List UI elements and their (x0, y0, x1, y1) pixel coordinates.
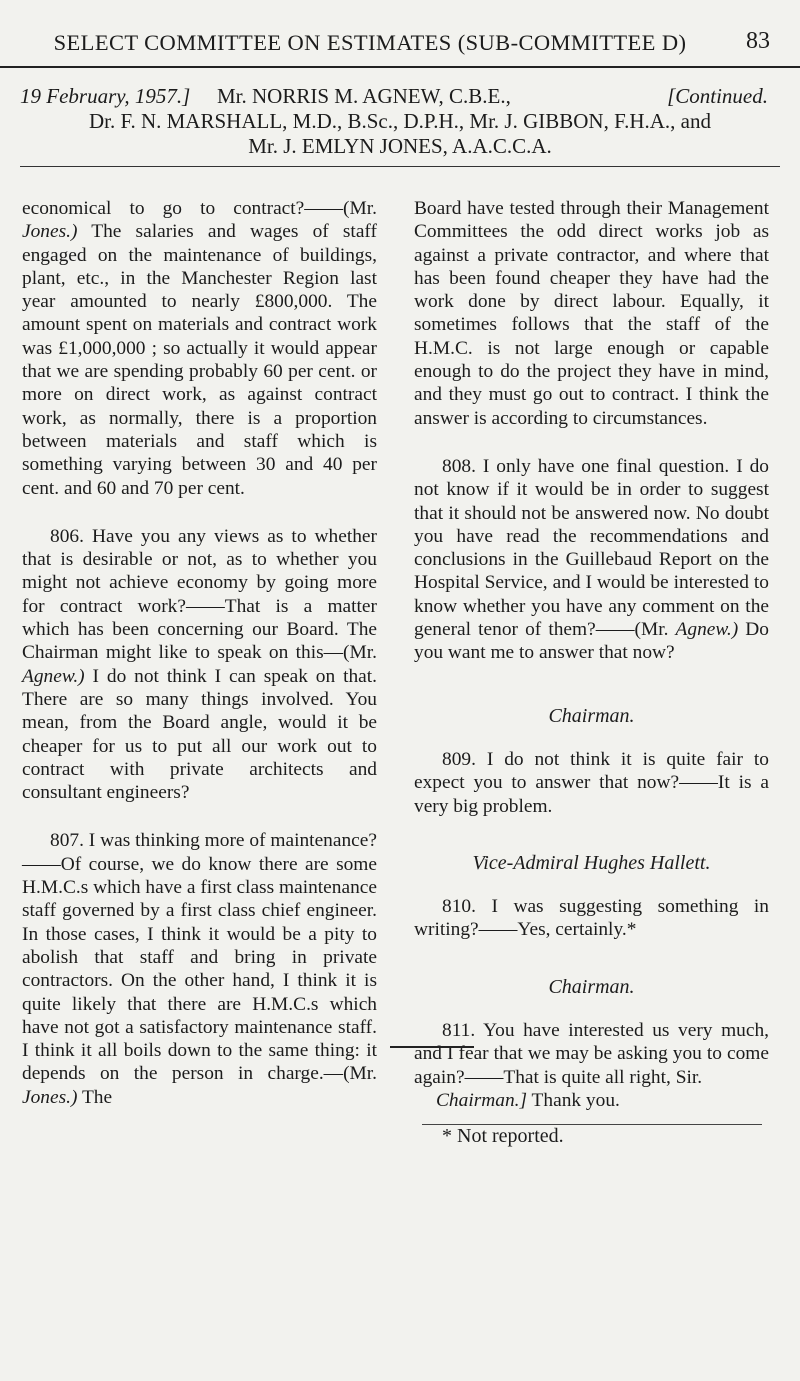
header-line-1 (20, 84, 780, 109)
top-rule (0, 66, 800, 68)
witness-line-1: Mr. NORRIS M. AGNEW, C.B.E., (217, 84, 511, 108)
question-808 (414, 455, 769, 665)
witness-line-3: Mr. J. EMLYN JONES, A.A.C.C.A. (248, 134, 552, 158)
speaker-heading-hughes-hallett: Vice-Admiral Hughes Hallett. (472, 851, 711, 874)
running-title: SELECT COMMITTEE ON ESTIMATES (SUB-COMMITTEE D) (53, 30, 687, 55)
text-run: 808. I only have one final question. I do not know if it would be in order to suggest that it should not be answered now. No doubt you have read the recommendations and conclusions in the Guillebaud Report on the Hospital Service, and I would be interested to know whether you have any comment on the general tenor of them?——(Mr. (414, 455, 769, 641)
text-run: 807. I was thinking more of maintenance?——Of course, we do know there are some H.M.C.s which have a first class maintenance staff governed by a first class chief engineer. In those cases, I think it would be a pity to abolish that staff and bring in private contractors. On the other hand, I think it is quite likely that there are H.M.C.s which have not got a satisfactory maintenance staff. I think it all boils down to the same thing: it depends on the person in charge.—(Mr. (22, 830, 377, 1085)
speaker-heading-chairman: Chairman. (548, 704, 635, 727)
question-807 (22, 829, 377, 1109)
speaker-name: Agnew.) (22, 665, 85, 687)
witness-line-2: Dr. F. N. MARSHALL, M.D., B.Sc., D.P.H., Mr. J. GIBBON, F.H.A., and (88, 109, 712, 133)
closing-line (414, 1089, 769, 1112)
question-811: 811. You have interested us very much, and I fear that we may be asking you to come again?——That is quite all right, Sir. (414, 1020, 769, 1088)
continued-label: [Continued. (667, 84, 768, 108)
question-806 (22, 525, 377, 805)
continued-answer-paragraph (22, 197, 377, 500)
text-run: economical to go to contract?——(Mr. (22, 198, 377, 219)
end-rule (390, 1046, 474, 1048)
text-run: The (77, 1086, 113, 1108)
header-rule (20, 166, 780, 167)
witness-header (20, 84, 780, 159)
speaker-name: Chairman.] (436, 1089, 528, 1111)
page-number: 83 (746, 28, 770, 54)
right-column (414, 197, 769, 1149)
text-run: 806. Have you any views as to whether that is desirable or not, as to whether you might not achieve economy by going more for contract work?——That is a matter which has been concerning our Board. The Chairman might like to speak on this—(Mr. (22, 525, 377, 664)
text-run: The salaries and wages of staff engaged on the maintenance of buildings, plant, etc., in the Manchester Region last year amounted to nearly £800,000. The amount spent on materials and contract work was £1,000,000 ; so actually it would appear that we are spending probably 60 per cent. or more on direct work, as against contract work, as normally, there is a proportion between materials and staff which is something varying between 30 and 40 per cent. and 60 and 70 per cent. (22, 221, 377, 499)
question-810: 810. I was suggesting something in writing?——Yes, certainly.* (414, 896, 769, 941)
speaker-name: Agnew.) (675, 619, 739, 641)
speaker-heading-chairman: Chairman. (548, 975, 635, 998)
running-head (0, 22, 800, 62)
continued-answer-paragraph: Board have tested through their Management Committees the odd direct works job as against a private contractor, and where that has been found cheaper they have had the work done by direct labour. Equally, it sometimes follows that the staff of the H.M.C. is not large enough or capable enough to do the project they have in mind, and they must go out to contract. I think the answer is according to circumstances. (414, 198, 769, 429)
left-column (22, 197, 377, 1109)
text-run: I do not think I can speak on that. There are so many things involved. You mean, from the Board angle, would it be cheaper for us to put all our work out to contract with private architects and consultant engineers? (22, 665, 377, 804)
question-809: 809. I do not think it is quite fair to expect you to answer that now?——It is a very big problem. (414, 748, 769, 817)
footnote: * Not reported. (442, 1125, 564, 1148)
session-date: 19 February, 1957.] (20, 84, 191, 108)
text-run: Do you want me to answer that now? (414, 619, 769, 664)
speaker-name: Jones.) (22, 221, 78, 243)
speaker-name: Jones.) (22, 1086, 78, 1108)
text-run: Thank you. (527, 1089, 620, 1111)
